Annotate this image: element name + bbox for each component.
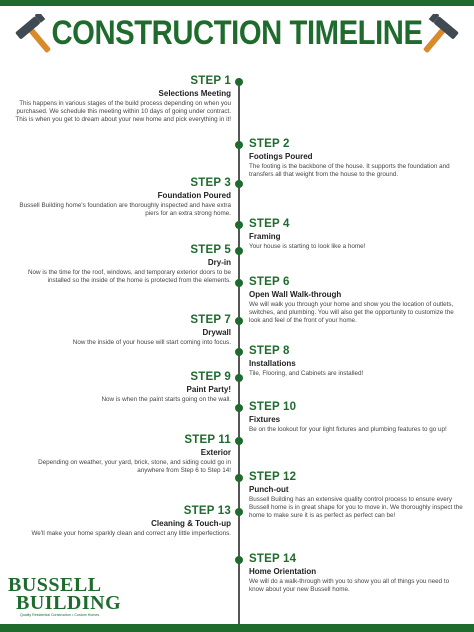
timeline-dot	[235, 374, 243, 382]
step-name: Fixtures	[249, 415, 281, 424]
step-name: Dry-in	[207, 258, 231, 267]
step-name: Punch-out	[249, 485, 289, 494]
timeline-dot	[235, 317, 243, 325]
step-name: Home Orientation	[249, 567, 317, 576]
step-label: STEP 8	[249, 345, 290, 357]
step-name: Foundation Poured	[157, 191, 231, 200]
timeline-dot	[235, 556, 243, 564]
timeline-step-13	[15, 505, 231, 538]
timeline-step-7	[15, 314, 231, 347]
step-description: Now the inside of your house will start coming into focus.	[72, 339, 231, 346]
step-description: Bussell Building has an extensive quality control process to ensure every Bussell home is in great shape for you to move in. We thoroughly inspect the home to make sure it is as perfect as perfect can be!	[249, 496, 463, 519]
step-label: STEP 5	[190, 244, 231, 256]
step-description: Depending on weather, your yard, brick, stone, and siding could go in anywhere from Step 6 to Step 14!	[38, 459, 231, 474]
step-name: Open Wall Walk-through	[249, 290, 342, 299]
step-label: STEP 10	[249, 401, 297, 413]
step-description: Your house is starting to look like a home!	[249, 243, 366, 250]
timeline-dot	[235, 404, 243, 412]
step-label: STEP 11	[184, 434, 231, 446]
step-label: STEP 6	[249, 276, 290, 288]
bussell-building-logo	[8, 574, 122, 620]
timeline-step-3	[15, 177, 231, 218]
step-description: We will walk you through your home and show you the location of outlets, switches, and plumbing. You will also get the opportunity to customize the look and feel of the front of your home.	[249, 301, 454, 324]
top-accent-bar	[0, 0, 474, 6]
step-name: Paint Party!	[186, 385, 231, 394]
timeline-step-1	[15, 75, 231, 124]
step-label: STEP 7	[190, 314, 231, 326]
timeline-dot	[235, 221, 243, 229]
timeline-dot	[235, 508, 243, 516]
timeline-step-10	[249, 401, 465, 434]
step-name: Selections Meeting	[158, 89, 231, 98]
step-label: STEP 9	[190, 371, 231, 383]
step-label: STEP 4	[249, 218, 290, 230]
bottom-accent-bar	[0, 624, 474, 632]
step-name: Drywall	[202, 328, 231, 337]
timeline-step-11	[15, 434, 231, 475]
step-name: Framing	[249, 232, 281, 241]
timeline-step-8	[249, 345, 465, 378]
step-label: STEP 3	[190, 177, 231, 189]
timeline-step-9	[15, 371, 231, 404]
timeline-step-14	[249, 553, 465, 594]
timeline-dot	[235, 437, 243, 445]
step-name: Exterior	[200, 448, 231, 457]
step-description: Bussell Building home's foundation are thoroughly inspected and have extra piers for an extra strong home.	[19, 202, 231, 217]
logo-text: BUSSELL	[8, 574, 102, 596]
timeline-dot	[235, 348, 243, 356]
timeline-step-4	[249, 218, 465, 251]
step-description: Be on the lookout for your light fixtures and plumbing features to go up!	[249, 426, 447, 433]
step-label: STEP 1	[190, 75, 231, 87]
timeline-dot	[235, 78, 243, 86]
step-label: STEP 13	[183, 505, 231, 517]
timeline-step-5	[15, 244, 231, 285]
logo-text: BUILDING	[16, 592, 122, 614]
timeline-dot	[235, 180, 243, 188]
step-description: The footing is the backbone of the house. It supports the foundation and transfers all that weight from the house to the ground.	[249, 163, 450, 178]
step-description: We will do a walk-through with you to show you all of things you need to know about your new Bussell home.	[249, 578, 450, 593]
step-description: This happens in various stages of the build process depending on when you purchased. We schedule this meeting within 10 days of going under contract. This is when you get to dream about your new home and pick everything in it!	[15, 100, 231, 123]
timeline-step-6	[249, 276, 465, 325]
step-description: Now is the time for the roof, windows, and temporary exterior doors to be installed so the inside of the home is protected from the elements.	[28, 269, 231, 284]
step-name: Installations	[249, 359, 296, 368]
logo-tagline: Quality Residential Construction • Custom Homes	[20, 613, 100, 617]
timeline-dot	[235, 141, 243, 149]
timeline-dot	[235, 247, 243, 255]
step-name: Footings Poured	[249, 152, 313, 161]
step-description: Now is when the paint starts going on the wall.	[101, 396, 231, 403]
timeline-dot	[235, 279, 243, 287]
timeline-dot	[235, 474, 243, 482]
step-label: STEP 12	[249, 471, 297, 483]
step-label: STEP 2	[249, 138, 290, 150]
timeline-step-2	[249, 138, 465, 179]
step-description: Tile, Flooring, and Cabinets are installed!	[249, 370, 364, 377]
timeline-step-12	[249, 471, 465, 520]
step-label: STEP 14	[249, 553, 297, 565]
step-name: Cleaning & Touch-up	[151, 519, 231, 528]
page-title: CONSTRUCTION TIMELINE	[51, 14, 423, 52]
step-description: We'll make your home sparkly clean and correct any little imperfections.	[31, 530, 231, 537]
